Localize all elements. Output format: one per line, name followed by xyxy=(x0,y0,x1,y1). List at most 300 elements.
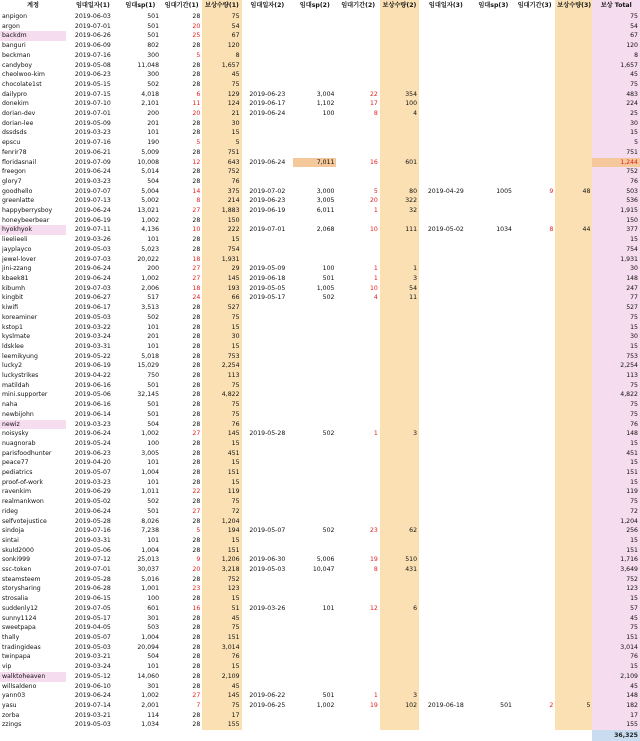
cell-period-3 xyxy=(514,148,555,158)
cell-reward-2 xyxy=(380,245,419,255)
cell-sp-2 xyxy=(293,400,336,410)
cell-date-3 xyxy=(419,90,473,100)
cell-reward-1: 75 xyxy=(202,410,241,420)
table-row xyxy=(0,225,640,235)
cell-account: willsaldeno xyxy=(2,682,37,690)
cell-date-2 xyxy=(242,332,294,342)
table-row xyxy=(0,352,640,362)
cell-account: jayplayco xyxy=(2,245,32,253)
cell-period-3 xyxy=(514,158,555,168)
cell-account: sweetpapa xyxy=(2,624,36,632)
cell-date-1: 2019-06-24 xyxy=(74,274,111,282)
cell-period-2 xyxy=(336,487,379,497)
cell-sp-2: 502 xyxy=(322,430,335,438)
cell-date-2: 2019-06-23 xyxy=(249,90,286,98)
cell-sp-3 xyxy=(473,652,514,662)
empty-cell xyxy=(0,730,66,741)
cell-reward-total: 76 xyxy=(592,177,640,187)
cell-sp-2 xyxy=(293,361,336,371)
cell-sp-3 xyxy=(473,565,514,575)
cell-sp-1: 5,016 xyxy=(141,575,160,583)
cell-date-2 xyxy=(242,80,294,90)
cell-period-2 xyxy=(336,682,379,692)
cell-sp-2 xyxy=(293,332,336,342)
cell-account: ldsklee xyxy=(2,342,24,350)
cell-reward-total: 151 xyxy=(592,468,640,478)
cell-reward-total: 752 xyxy=(592,167,640,177)
cell-reward-2 xyxy=(380,167,419,177)
cell-sp-2 xyxy=(293,61,336,71)
cell-date-3 xyxy=(419,662,473,672)
cell-reward-1: 643 xyxy=(202,158,241,168)
cell-reward-total: 1,915 xyxy=(592,206,640,216)
cell-period-2 xyxy=(336,623,379,633)
cell-date-1: 2019-05-15 xyxy=(74,80,111,88)
cell-date-1: 2019-05-03 xyxy=(74,721,111,729)
cell-date-3 xyxy=(419,303,473,313)
cell-date-2 xyxy=(242,51,294,61)
cell-date-3 xyxy=(419,148,473,158)
table-row xyxy=(0,662,640,672)
cell-sp-1: 2,006 xyxy=(141,284,160,292)
cell-date-2: 2019-06-22 xyxy=(249,692,286,700)
cell-period-1: 28 xyxy=(192,410,201,418)
cell-date-1: 2019-06-24 xyxy=(74,265,111,273)
cell-reward-3 xyxy=(555,555,592,565)
cell-reward-3 xyxy=(555,284,592,294)
cell-account: selfvotejustice xyxy=(2,517,47,525)
cell-period-1: 5 xyxy=(196,527,201,535)
cell-reward-2 xyxy=(380,138,419,148)
cell-period-1: 28 xyxy=(192,61,201,69)
cell-date-3 xyxy=(419,70,473,80)
cell-period-3 xyxy=(514,720,555,730)
cell-period-3 xyxy=(514,420,555,430)
cell-account: realmankwon xyxy=(2,498,44,506)
cell-reward-total: 120 xyxy=(592,41,640,51)
cell-period-1: 28 xyxy=(192,682,201,690)
cell-sp-2 xyxy=(293,381,336,391)
cell-period-1: 10 xyxy=(192,226,201,234)
cell-date-3 xyxy=(419,371,473,381)
cell-reward-1: 5 xyxy=(202,138,241,148)
empty-cell xyxy=(555,730,592,741)
cell-sp-2: 6,011 xyxy=(316,207,335,215)
cell-account: matildah xyxy=(2,381,30,389)
cell-account: suddenly12 xyxy=(2,604,38,612)
cell-date-3 xyxy=(419,293,473,303)
cell-sp-2 xyxy=(293,323,336,333)
cell-sp-1: 5,023 xyxy=(141,245,160,253)
cell-date-2 xyxy=(242,177,294,187)
cell-reward-total: 25 xyxy=(592,109,640,119)
cell-reward-1: 2,109 xyxy=(202,672,241,682)
cell-sp-3 xyxy=(473,80,514,90)
cell-reward-total: 256 xyxy=(592,526,640,536)
cell-period-2 xyxy=(336,507,379,517)
cell-reward-3 xyxy=(555,584,592,594)
cell-period-2 xyxy=(336,652,379,662)
cell-date-3: 2019-05-02 xyxy=(427,226,464,234)
cell-reward-total: 148 xyxy=(592,274,640,284)
cell-sp-1: 501 xyxy=(147,381,160,389)
cell-period-3 xyxy=(514,361,555,371)
cell-period-3: 2 xyxy=(549,701,554,709)
cell-sp-2 xyxy=(293,643,336,653)
cell-period-3 xyxy=(514,594,555,604)
header-sp-3: 임대sp(3) xyxy=(478,2,509,10)
cell-reward-total: 15 xyxy=(592,323,640,333)
cell-sp-1: 101 xyxy=(147,459,160,467)
cell-period-1: 28 xyxy=(192,711,201,719)
cell-date-3 xyxy=(419,487,473,497)
cell-date-2 xyxy=(242,128,294,138)
cell-reward-1: 194 xyxy=(202,526,241,536)
cell-reward-total: 5 xyxy=(592,138,640,148)
table-row xyxy=(0,429,640,439)
cell-date-3 xyxy=(419,109,473,119)
cell-sp-3 xyxy=(473,22,514,32)
cell-reward-1: 113 xyxy=(202,371,241,381)
cell-reward-3 xyxy=(555,604,592,614)
cell-reward-total: 1,716 xyxy=(592,555,640,565)
cell-reward-2 xyxy=(380,128,419,138)
cell-period-3 xyxy=(514,332,555,342)
cell-sp-2 xyxy=(293,575,336,585)
cell-sp-3 xyxy=(473,61,514,71)
cell-sp-3 xyxy=(473,691,514,701)
header-account: 계정 xyxy=(27,2,40,10)
cell-sp-2: 5,006 xyxy=(316,556,335,564)
cell-sp-2 xyxy=(293,51,336,61)
cell-date-1: 2019-05-24 xyxy=(74,439,111,447)
cell-date-3 xyxy=(419,497,473,507)
cell-sp-2: 1,102 xyxy=(316,100,335,108)
cell-date-3 xyxy=(419,604,473,614)
cell-sp-2 xyxy=(293,255,336,265)
table-row xyxy=(0,99,640,109)
cell-date-2: 2019-05-28 xyxy=(249,430,286,438)
cell-date-2 xyxy=(242,138,294,148)
cell-reward-2 xyxy=(380,546,419,556)
cell-period-2: 8 xyxy=(373,110,378,118)
cell-sp-2 xyxy=(293,41,336,51)
cell-sp-1: 501 xyxy=(147,410,160,418)
cell-account: happyberrysboy xyxy=(2,207,53,215)
cell-reward-2: 3 xyxy=(380,691,419,701)
cell-sp-1: 201 xyxy=(147,333,160,341)
cell-date-2: 2019-06-24 xyxy=(249,110,286,118)
table-row xyxy=(0,128,640,138)
cell-period-2 xyxy=(336,371,379,381)
cell-reward-1: 76 xyxy=(202,420,241,430)
cell-date-2 xyxy=(242,711,294,721)
empty-cell xyxy=(120,730,161,741)
cell-sp-2: 501 xyxy=(322,274,335,282)
cell-sp-1: 11,048 xyxy=(137,61,160,69)
cell-reward-3 xyxy=(555,565,592,575)
cell-reward-1: 75 xyxy=(202,400,241,410)
cell-sp-3 xyxy=(473,381,514,391)
cell-sp-1: 15,029 xyxy=(137,362,160,370)
cell-period-3 xyxy=(514,662,555,672)
cell-period-2: 19 xyxy=(369,556,378,564)
cell-period-1: 27 xyxy=(192,207,201,215)
cell-period-3 xyxy=(514,255,555,265)
cell-reward-1: 30 xyxy=(202,119,241,129)
table-row xyxy=(0,720,640,730)
cell-account: beckman xyxy=(2,51,31,59)
cell-reward-total: 15 xyxy=(592,235,640,245)
cell-sp-3 xyxy=(473,575,514,585)
cell-reward-1: 145 xyxy=(202,274,241,284)
cell-account: kibumh xyxy=(2,284,26,292)
cell-period-2 xyxy=(336,449,379,459)
cell-period-2 xyxy=(336,536,379,546)
cell-date-1: 2019-03-21 xyxy=(74,711,111,719)
table-row xyxy=(0,449,640,459)
cell-date-3 xyxy=(419,216,473,226)
cell-sp-1: 100 xyxy=(147,439,160,447)
cell-sp-1: 2,101 xyxy=(141,100,160,108)
cell-reward-3 xyxy=(555,623,592,633)
cell-reward-total: 754 xyxy=(592,245,640,255)
cell-date-2 xyxy=(242,720,294,730)
cell-period-2 xyxy=(336,303,379,313)
cell-period-3 xyxy=(514,264,555,274)
cell-reward-2 xyxy=(380,536,419,546)
cell-period-2 xyxy=(336,167,379,177)
cell-period-1: 12 xyxy=(192,158,201,166)
cell-date-3 xyxy=(419,235,473,245)
cell-period-2 xyxy=(336,497,379,507)
cell-date-1: 2019-07-01 xyxy=(74,110,111,118)
cell-account: epscu xyxy=(2,139,21,147)
cell-reward-2: 80 xyxy=(380,187,419,197)
cell-period-1: 28 xyxy=(192,459,201,467)
cell-period-3 xyxy=(514,196,555,206)
cell-date-1: 2019-05-17 xyxy=(74,614,111,622)
cell-reward-3 xyxy=(555,439,592,449)
table-row xyxy=(0,410,640,420)
cell-period-2 xyxy=(336,22,379,32)
cell-account: sunny1124 xyxy=(2,614,37,622)
cell-reward-3 xyxy=(555,643,592,653)
cell-period-2 xyxy=(336,61,379,71)
cell-period-2 xyxy=(336,614,379,624)
cell-date-3 xyxy=(419,206,473,216)
cell-period-1: 8 xyxy=(196,197,201,205)
cell-sp-1: 101 xyxy=(147,663,160,671)
cell-period-3 xyxy=(514,410,555,420)
cell-sp-2 xyxy=(293,22,336,32)
cell-reward-1: 45 xyxy=(202,614,241,624)
cell-reward-3 xyxy=(555,458,592,468)
cell-account: koreaminer xyxy=(2,313,38,321)
cell-reward-1: 51 xyxy=(202,604,241,614)
cell-period-2: 22 xyxy=(369,90,378,98)
cell-date-3 xyxy=(419,584,473,594)
cell-period-2 xyxy=(336,575,379,585)
cell-period-2 xyxy=(336,51,379,61)
cell-period-1: 28 xyxy=(192,119,201,127)
cell-reward-1: 2,254 xyxy=(202,361,241,371)
cell-reward-total: 75 xyxy=(592,497,640,507)
cell-period-3 xyxy=(514,109,555,119)
cell-account: parisfoodhunter xyxy=(2,449,52,457)
cell-date-2 xyxy=(242,614,294,624)
cell-sp-3 xyxy=(473,429,514,439)
cell-period-3 xyxy=(514,555,555,565)
cell-reward-1: 145 xyxy=(202,429,241,439)
cell-reward-3: 44 xyxy=(555,225,592,235)
cell-date-3 xyxy=(419,410,473,420)
cell-reward-3 xyxy=(555,148,592,158)
cell-account: fenrir78 xyxy=(2,148,27,156)
cell-date-3 xyxy=(419,138,473,148)
cell-date-1: 2019-06-14 xyxy=(74,410,111,418)
cell-period-2: 1 xyxy=(373,692,378,700)
cell-reward-1: 1,206 xyxy=(202,555,241,565)
cell-sp-3 xyxy=(473,245,514,255)
cell-reward-3 xyxy=(555,672,592,682)
cell-sp-1: 101 xyxy=(147,323,160,331)
cell-date-2 xyxy=(242,303,294,313)
cell-sp-2 xyxy=(293,720,336,730)
cell-sp-2: 502 xyxy=(322,527,335,535)
cell-reward-2 xyxy=(380,633,419,643)
cell-reward-total: 15 xyxy=(592,594,640,604)
cell-account: skuld2000 xyxy=(2,546,34,554)
cell-account: peace77 xyxy=(2,459,29,467)
cell-date-1: 2019-03-23 xyxy=(74,129,111,137)
cell-date-3 xyxy=(419,691,473,701)
cell-sp-1: 1,004 xyxy=(141,634,160,641)
cell-account: glory7 xyxy=(2,177,22,185)
cell-sp-1: 100 xyxy=(147,595,160,603)
cell-period-1: 28 xyxy=(192,478,201,486)
cell-sp-3 xyxy=(473,90,514,100)
cell-reward-2 xyxy=(380,361,419,371)
cell-account: dorian-dev xyxy=(2,110,36,118)
cell-reward-1: 123 xyxy=(202,584,241,594)
cell-date-2: 2019-06-25 xyxy=(249,701,286,709)
cell-period-1: 27 xyxy=(192,507,201,515)
cell-reward-total: 1,244 xyxy=(592,158,640,168)
cell-sp-3 xyxy=(473,371,514,381)
cell-reward-3 xyxy=(555,594,592,604)
cell-period-3 xyxy=(514,672,555,682)
cell-account: lieelieeli xyxy=(2,236,28,244)
table-row xyxy=(0,196,640,206)
cell-reward-3 xyxy=(555,507,592,517)
cell-reward-3 xyxy=(555,420,592,430)
cell-sp-1: 501 xyxy=(147,13,160,20)
cell-reward-2 xyxy=(380,61,419,71)
cell-sp-3 xyxy=(473,420,514,430)
cell-date-3 xyxy=(419,614,473,624)
table-row xyxy=(0,255,640,265)
cell-reward-2 xyxy=(380,342,419,352)
cell-date-1: 2019-06-16 xyxy=(74,381,111,389)
header-reward-total: 보상 Total xyxy=(592,0,640,12)
table-row xyxy=(0,61,640,71)
cell-period-3 xyxy=(514,458,555,468)
cell-date-1: 2019-07-15 xyxy=(74,90,111,98)
cell-date-1: 2019-06-09 xyxy=(74,42,111,50)
cell-reward-2 xyxy=(380,410,419,420)
cell-date-1: 2019-07-09 xyxy=(74,158,111,166)
cell-reward-2 xyxy=(380,420,419,430)
cell-reward-3 xyxy=(555,720,592,730)
cell-reward-2: 6 xyxy=(380,604,419,614)
table-row xyxy=(0,342,640,352)
cell-date-3 xyxy=(419,652,473,662)
cell-account: kstop1 xyxy=(2,323,23,331)
cell-period-2 xyxy=(336,546,379,556)
cell-sp-3 xyxy=(473,313,514,323)
cell-period-2: 1 xyxy=(373,274,378,282)
cell-period-3 xyxy=(514,206,555,216)
cell-date-3 xyxy=(419,478,473,488)
cell-sp-2 xyxy=(293,711,336,721)
cell-account: mini.supporter xyxy=(2,391,48,399)
cell-reward-3 xyxy=(555,517,592,527)
cell-reward-1: 527 xyxy=(202,303,241,313)
table-row xyxy=(0,497,640,507)
cell-reward-total: 75 xyxy=(592,400,640,410)
cell-sp-3 xyxy=(473,128,514,138)
cell-account: zzings xyxy=(2,721,22,729)
cell-sp-2: 101 xyxy=(322,604,335,612)
cell-reward-total: 57 xyxy=(592,604,640,614)
cell-sp-3 xyxy=(473,293,514,303)
cell-sp-3 xyxy=(473,119,514,129)
header-date-1: 임대일자(1) xyxy=(75,2,110,10)
cell-reward-2 xyxy=(380,458,419,468)
table-row xyxy=(0,12,640,22)
cell-date-1: 2019-04-05 xyxy=(74,624,111,632)
cell-reward-1: 67 xyxy=(202,31,241,41)
cell-reward-2: 354 xyxy=(380,90,419,100)
cell-period-1: 16 xyxy=(192,604,201,612)
table-row xyxy=(0,487,640,497)
cell-period-2: 12 xyxy=(369,604,378,612)
header-reward-1: 보상수량(1) xyxy=(202,0,241,12)
cell-reward-1: 1,657 xyxy=(202,61,241,71)
cell-sp-1: 7,238 xyxy=(141,527,160,535)
cell-sp-1: 20,022 xyxy=(137,255,160,263)
cell-reward-1: 129 xyxy=(202,90,241,100)
cell-period-1: 28 xyxy=(192,653,201,661)
cell-sp-2 xyxy=(293,148,336,158)
cell-sp-3 xyxy=(473,536,514,546)
cell-sp-1: 201 xyxy=(147,119,160,127)
cell-period-3 xyxy=(514,22,555,32)
cell-period-2 xyxy=(336,235,379,245)
cell-sp-1: 114 xyxy=(147,711,160,719)
cell-period-3 xyxy=(514,61,555,71)
cell-period-3 xyxy=(514,517,555,527)
header-date-3: 임대일자(3) xyxy=(428,2,463,10)
cell-sp-1: 1,004 xyxy=(141,546,160,554)
cell-reward-2 xyxy=(380,70,419,80)
cell-reward-total: 483 xyxy=(592,90,640,100)
cell-sp-1: 200 xyxy=(147,265,160,273)
cell-reward-2 xyxy=(380,371,419,381)
cell-reward-2: 510 xyxy=(380,555,419,565)
cell-reward-2 xyxy=(380,652,419,662)
